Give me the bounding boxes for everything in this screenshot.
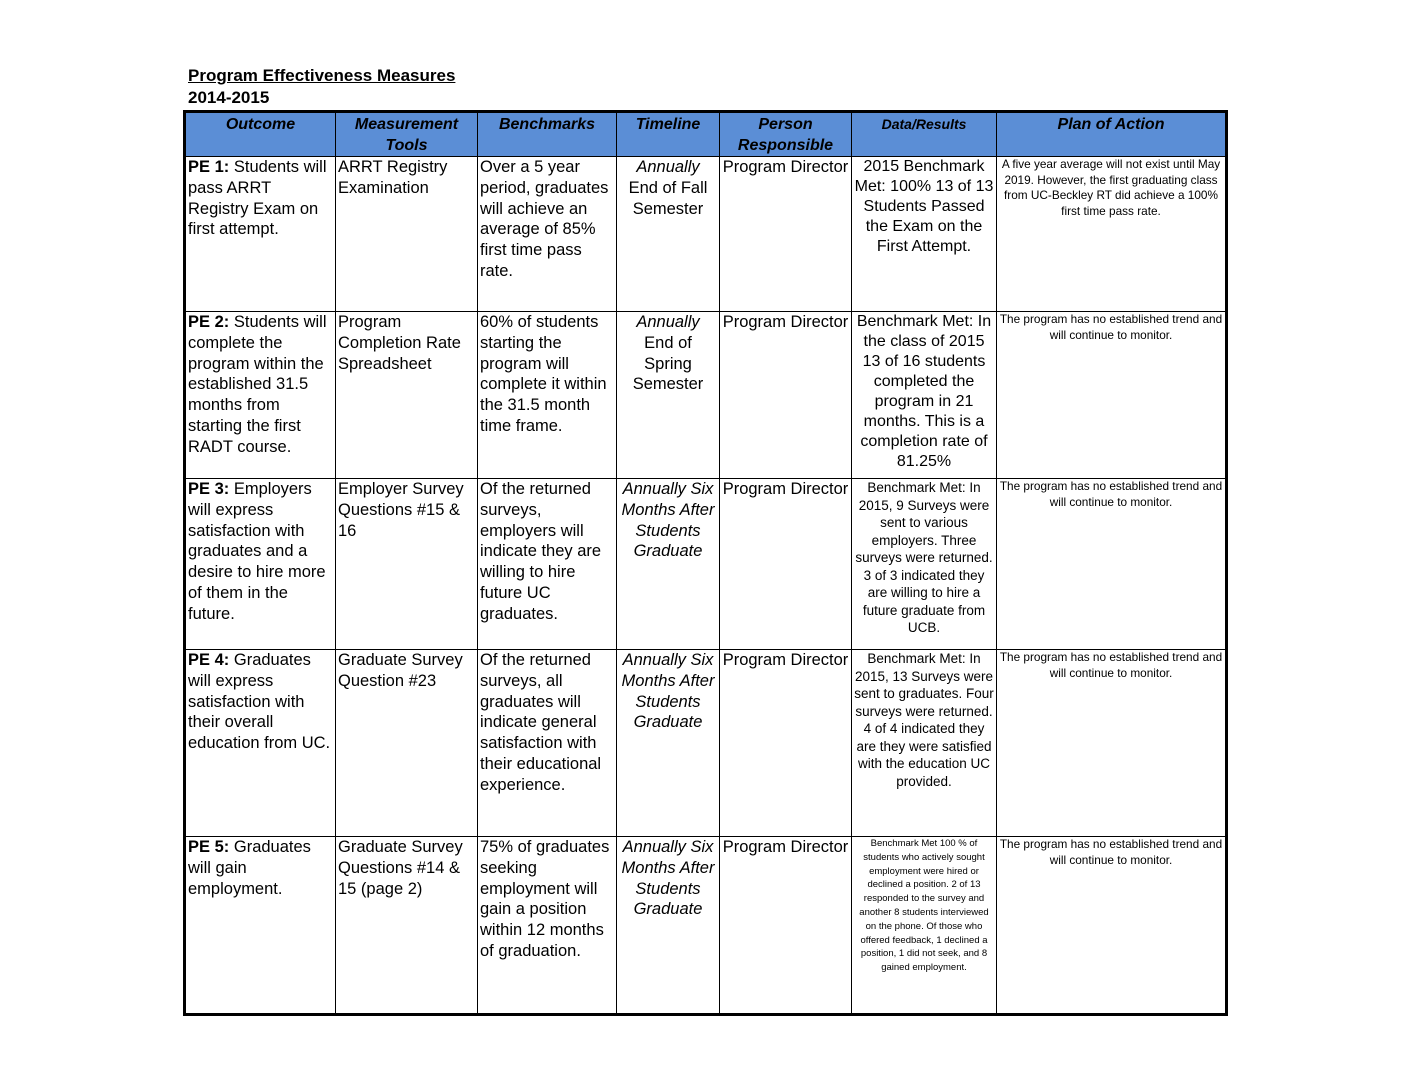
result-cell: Benchmark Met: In the class of 2015 13 of 16 students completed the program in 21 months. This is a completion rate of 81.25% bbox=[852, 312, 997, 479]
result-cell: Benchmark Met: In 2015, 13 Surveys were sent to graduates. Four surveys were returned. 4 of 4 indicated they are they were satisfied with the education UC provided. bbox=[852, 650, 997, 837]
plan-cell: The program has no established trend and will continue to monitor. bbox=[997, 837, 1227, 1015]
tools-cell: ARRT Registry Examination bbox=[336, 157, 478, 312]
document-year: 2014-2015 bbox=[188, 88, 270, 107]
tools-cell: Graduate Survey Question #23 bbox=[336, 650, 478, 837]
timeline-cell bbox=[617, 312, 720, 479]
timeline-cell bbox=[617, 157, 720, 312]
timeline-italic: Annually bbox=[636, 158, 700, 176]
table-row bbox=[185, 157, 1227, 312]
effectiveness-table bbox=[183, 110, 1228, 1016]
outcome-id: PE 1: bbox=[188, 158, 230, 176]
benchmark-cell: Over a 5 year period, graduates will achieve an average of 85% first time pass rate. bbox=[478, 157, 617, 312]
timeline-rest: End of Spring Semester bbox=[632, 333, 704, 394]
outcome-cell bbox=[185, 312, 336, 479]
header-person-responsible: Person Responsible bbox=[720, 112, 852, 157]
timeline-rest: End of Fall Semester bbox=[628, 178, 708, 218]
outcome-text: Students will complete the program within the established 31.5 months from starting the first RADT course. bbox=[188, 313, 327, 456]
outcome-text: Employers will express satisfaction with graduates and a desire to hire more of them in the future. bbox=[188, 480, 326, 623]
result-cell: 2015 Benchmark Met: 100% 13 of 13 Students Passed the Exam on the First Attempt. bbox=[852, 157, 997, 312]
result-cell: Benchmark Met: In 2015, 9 Surveys were sent to various employers. Three surveys were returned. 3 of 3 indicated they are willing to hire a future graduate from UCB. bbox=[852, 479, 997, 650]
person-cell: Program Director bbox=[720, 837, 852, 1015]
outcome-id: PE 5: bbox=[188, 838, 230, 856]
table-row bbox=[185, 837, 1227, 1015]
header-data-results: Data/Results bbox=[852, 112, 997, 157]
timeline-cell: Annually Six Months After Students Graduate bbox=[617, 650, 720, 837]
outcome-cell bbox=[185, 479, 336, 650]
person-cell: Program Director bbox=[720, 312, 852, 479]
outcome-id: PE 3: bbox=[188, 480, 230, 498]
header-plan-of-action: Plan of Action bbox=[997, 112, 1227, 157]
header-benchmarks: Benchmarks bbox=[478, 112, 617, 157]
person-cell: Program Director bbox=[720, 479, 852, 650]
benchmark-cell: 75% of graduates seeking employment will gain a position within 12 months of graduation. bbox=[478, 837, 617, 1015]
header-measurement-tools: Measurement Tools bbox=[336, 112, 478, 157]
plan-cell: The program has no established trend and will continue to monitor. bbox=[997, 479, 1227, 650]
tools-cell: Program Completion Rate Spreadsheet bbox=[336, 312, 478, 479]
outcome-text: Graduates will gain employment. bbox=[188, 838, 311, 898]
person-cell: Program Director bbox=[720, 650, 852, 837]
outcome-id: PE 2: bbox=[188, 313, 230, 331]
person-cell: Program Director bbox=[720, 157, 852, 312]
header-outcome: Outcome bbox=[185, 112, 336, 157]
outcome-text: Graduates will express satisfaction with their overall education from UC. bbox=[188, 651, 331, 753]
outcome-text: Students will pass ARRT Registry Exam on first attempt. bbox=[188, 158, 327, 239]
outcome-cell bbox=[185, 650, 336, 837]
table-header-row bbox=[185, 112, 1227, 157]
result-cell: Benchmark Met 100 % of students who actively sought employment were hired or declined a position. 2 of 13 responded to the survey and another 8 students interviewed on the phone. Of those who offered feedback, 1 declined a position, 1 did not seek, and 8 gained employment. bbox=[852, 837, 997, 1015]
outcome-cell bbox=[185, 837, 336, 1015]
benchmark-cell: 60% of students starting the program will complete it within the 31.5 month time frame. bbox=[478, 312, 617, 479]
plan-cell: The program has no established trend and will continue to monitor. bbox=[997, 650, 1227, 837]
benchmark-cell: Of the returned surveys, employers will indicate they are willing to hire future UC graduates. bbox=[478, 479, 617, 650]
timeline-cell: Annually Six Months After Students Graduate bbox=[617, 479, 720, 650]
outcome-cell bbox=[185, 157, 336, 312]
document-title: Program Effectiveness Measures bbox=[188, 66, 456, 85]
tools-cell: Graduate Survey Questions #14 & 15 (page 2) bbox=[336, 837, 478, 1015]
table-row bbox=[185, 312, 1227, 479]
header-timeline: Timeline bbox=[617, 112, 720, 157]
timeline-italic: Annually bbox=[636, 313, 700, 331]
plan-cell: A five year average will not exist until May 2019. However, the first graduating class from UC-Beckley RT did achieve a 100% first time pass rate. bbox=[997, 157, 1227, 312]
table-row bbox=[185, 479, 1227, 650]
outcome-id: PE 4: bbox=[188, 651, 230, 669]
tools-cell: Employer Survey Questions #15 & 16 bbox=[336, 479, 478, 650]
table-row bbox=[185, 650, 1227, 837]
plan-cell: The program has no established trend and will continue to monitor. bbox=[997, 312, 1227, 479]
timeline-cell: Annually Six Months After Students Graduate bbox=[617, 837, 720, 1015]
benchmark-cell: Of the returned surveys, all graduates will indicate general satisfaction with their educational experience. bbox=[478, 650, 617, 837]
